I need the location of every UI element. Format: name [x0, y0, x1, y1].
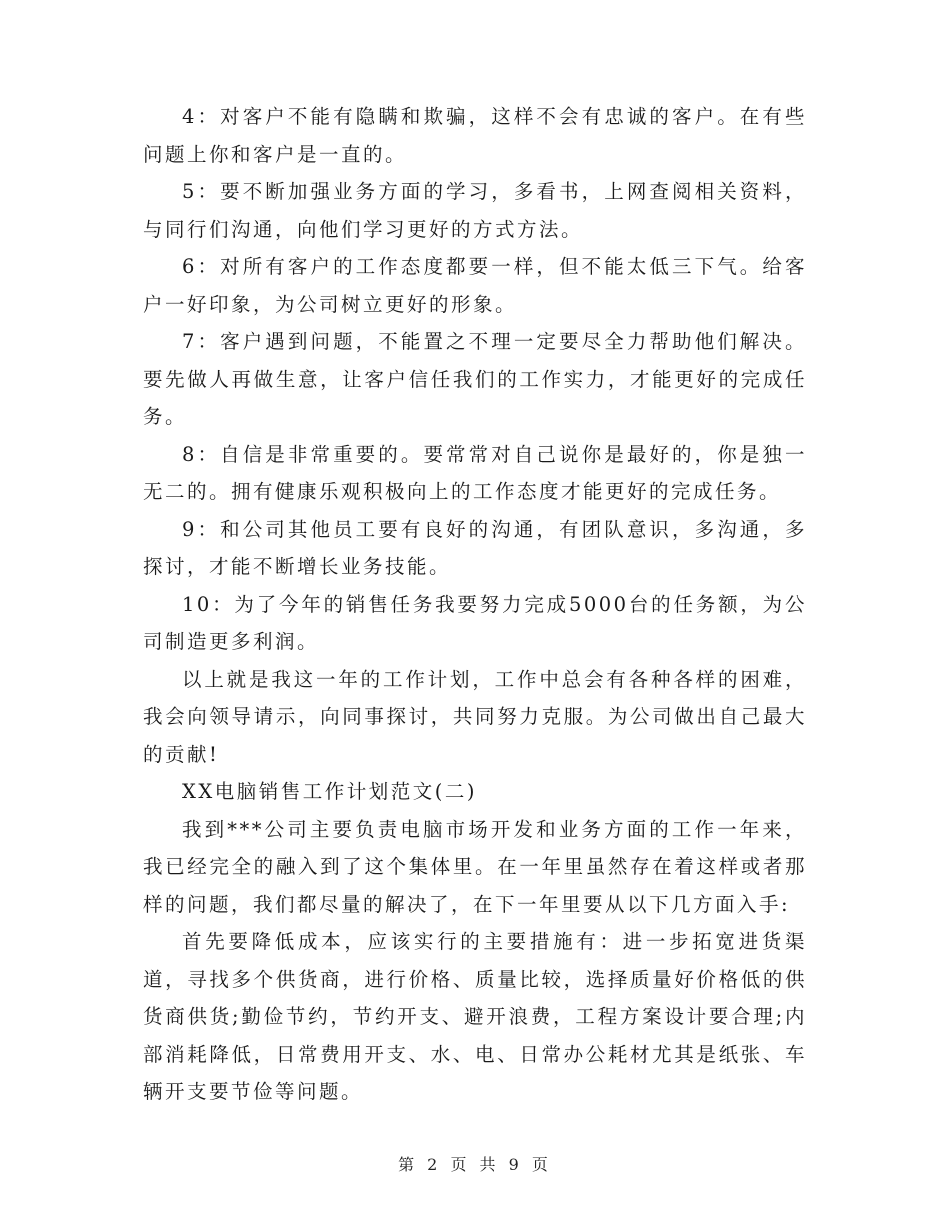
document-body	[143, 98, 807, 1111]
paragraph-intro: 我到***公司主要负责电脑市场开发和业务方面的工作一年来，我已经完全的融入到了这个集体里。在一年里虽然存在着这样或者那样的问题，我们都尽量的解决了，在下一年里要从以下几方面入手:	[143, 817, 807, 916]
page-number-footer: 第 2 页 共 9 页	[398, 1155, 552, 1174]
paragraph-item-4: 4：对客户不能有隐瞒和欺骗，这样不会有忠诚的客户。在有些问题上你和客户是一直的。	[143, 105, 807, 166]
paragraph-conclusion: 以上就是我这一年的工作计划，工作中总会有各种各样的困难，我会向领导请示，向同事探讨，共同努力克服。为公司做出自己最大的贡献!	[143, 667, 807, 766]
section-heading: XX电脑销售工作计划范文(二)	[182, 780, 477, 803]
paragraph-item-8: 8：自信是非常重要的。要常常对自己说你是最好的，你是独一无二的。拥有健康乐观积极向上的工作态度才能更好的完成任务。	[143, 442, 807, 503]
paragraph-item-7: 7：客户遇到问题，不能置之不理一定要尽全力帮助他们解决。要先做人再做生意，让客户信任我们的工作实力，才能更好的完成任务。	[143, 330, 807, 428]
paragraph-cost-reduction: 首先要降低成本，应该实行的主要措施有：进一步拓宽进货渠道，寻找多个供货商，进行价格、质量比较，选择质量好价格低的供货商供货;勤俭节约，节约开支、避开浪费，工程方案设计要合理;内部消耗降低，日常费用开支、水、电、日常办公耗材尤其是纸张、车辆开支要节俭等问题。	[143, 930, 807, 1103]
paragraph-item-10: 10：为了今年的销售任务我要努力完成5000台的任务额，为公司制造更多利润。	[143, 592, 807, 653]
paragraph-item-5: 5：要不断加强业务方面的学习，多看书，上网查阅相关资料，与同行们沟通，向他们学习更好的方式方法。	[143, 180, 807, 241]
paragraph-item-6: 6：对所有客户的工作态度都要一样，但不能太低三下气。给客户一好印象，为公司树立更好的形象。	[143, 255, 807, 316]
paragraph-item-9: 9：和公司其他员工要有良好的沟通，有团队意识，多沟通，多探讨，才能不断增长业务技能。	[143, 517, 807, 578]
